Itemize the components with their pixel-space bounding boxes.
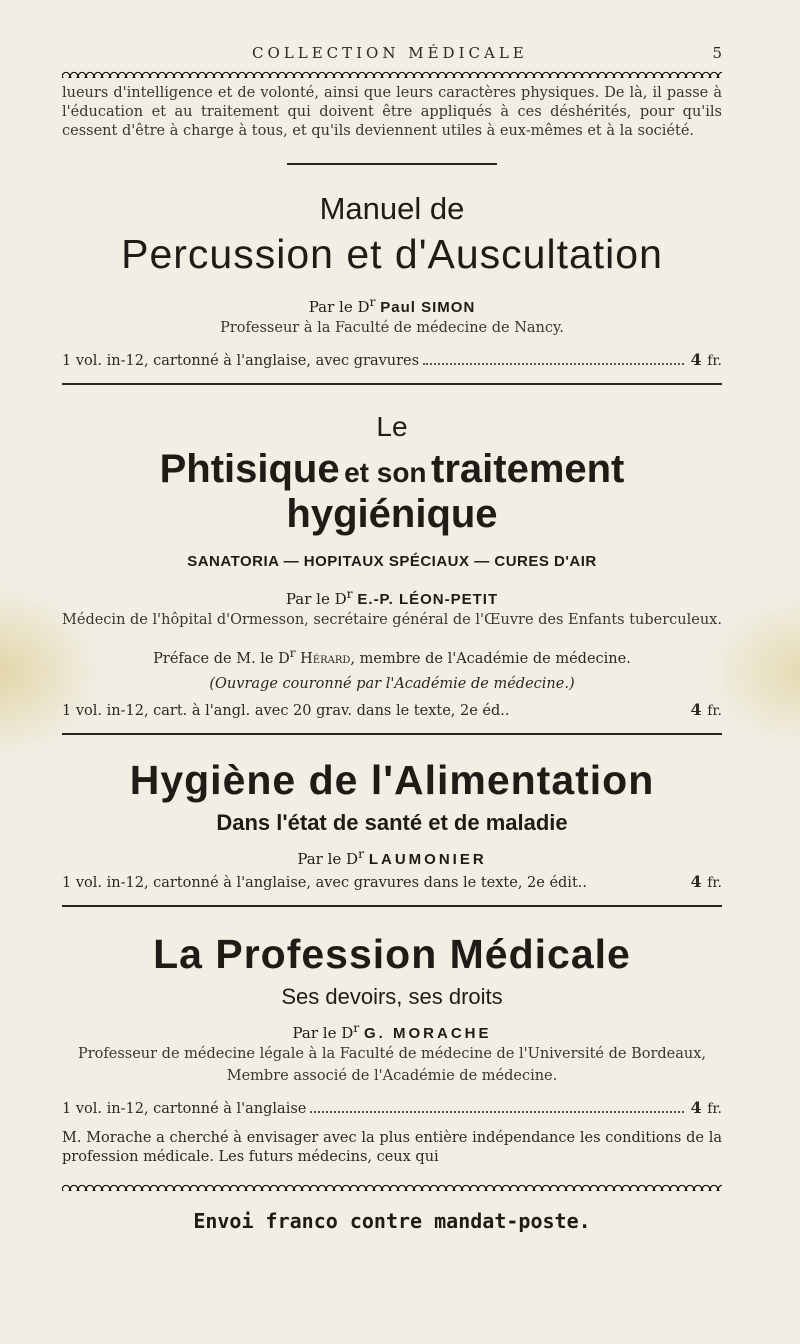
book-title-line1: Manuel de [319,191,465,226]
short-divider [287,163,497,165]
price: 4 fr. [690,350,722,369]
book-author: Par le $D^r$ E.-P. LÉON-PETIT [285,586,499,608]
edition-line: 1 vol. in-12, cartonné à l'anglaise, avec gravures 4 fr. [62,350,722,369]
book-author: Par le $D^r$ Paul SIMON [308,294,476,316]
book-affiliation: Médecin de l'hôpital d'Ormesson, secrétaire général de l'Œuvre des Enfants tuberculeux. [62,612,722,628]
price: 4 fr. [690,1097,722,1117]
price: 4 fr. [690,699,722,719]
book-title-line1: Le [376,411,408,442]
book-subtitle: Ses devoirs, ses droits [281,983,503,1009]
book-title: La Profession Médicale [153,930,631,977]
book-affiliation: Professeur de médecine légale à la Faculté de médecine de l'Université de Bordeaux, [77,1045,707,1062]
book-author: Par le $D^r$ LAUMONIER [297,845,487,868]
edition-line: 1 vol. in-12, cartonné à l'anglaise 4 fr. [62,1097,722,1117]
book-subtitle: Dans l'état de santé et de maladie [216,809,568,835]
page-number: 5 [712,44,722,62]
book-title-line2: Phtisique et son traitement hygiénique [159,447,625,536]
book-entry-phtisique [62,411,722,719]
section-divider [62,383,722,385]
book-title: Hygiène de l'Alimentation [129,756,655,803]
closing-line: Envoi franco contre mandat-poste. [193,1208,591,1233]
price: 4 fr. [690,871,722,891]
book-affiliation: Professeur à la Faculté de médecine de Nancy. [220,320,564,336]
edition-line: 1 vol. in-12, cartonné à l'anglaise, avec gravures dans le texte, 2e édit.. 4 fr. [62,871,722,891]
book-author: Par le $D^r$ G. MORACHE [292,1019,492,1042]
book-subtitle: SANATORIA — HOPITAUX SPÉCIAUX — CURES D'AIR [187,553,597,570]
section-divider [62,905,722,907]
book-entry-hygiene [62,757,722,891]
book-entry-percussion [62,191,722,369]
book-title-line2: Percussion et d'Auscultation [121,231,663,277]
section-divider [62,733,722,735]
running-head [62,44,722,62]
book-affiliation-2: Membre associé de l'Académie de médecine. [226,1067,558,1084]
book-description: M. Morache a cherché à envisager avec la plus entière indépendance les conditions de la profession médicale. Les futurs médecins, ceux qui [62,1129,722,1165]
intro-paragraph: lueurs d'intelligence et de volonté, ainsi que leurs caractères physiques. De là, il passe à l'éducation et au traitement qui doivent être appliqués à ces déshérités, pour qu'ils cessent d'être à charge à tous, et qu'ils deviennent utiles à eux-mêmes et à la société. [62,85,722,139]
book-entry-profession [62,931,722,1167]
wavy-rule-top [62,70,722,78]
preface-line: Préface de M. le $D^r$ Hérard, membre de l'Académie de médecine. [153,646,631,667]
edition-line: 1 vol. in-12, cart. à l'angl. avec 20 grav. dans le texte, 2e éd.. 4 fr. [62,699,722,719]
wavy-rule-bottom [62,1183,722,1191]
award-line: (Ouvrage couronné par l'Académie de médecine.) [209,675,575,692]
collection-title: COLLECTION MÉDICALE [252,44,528,62]
